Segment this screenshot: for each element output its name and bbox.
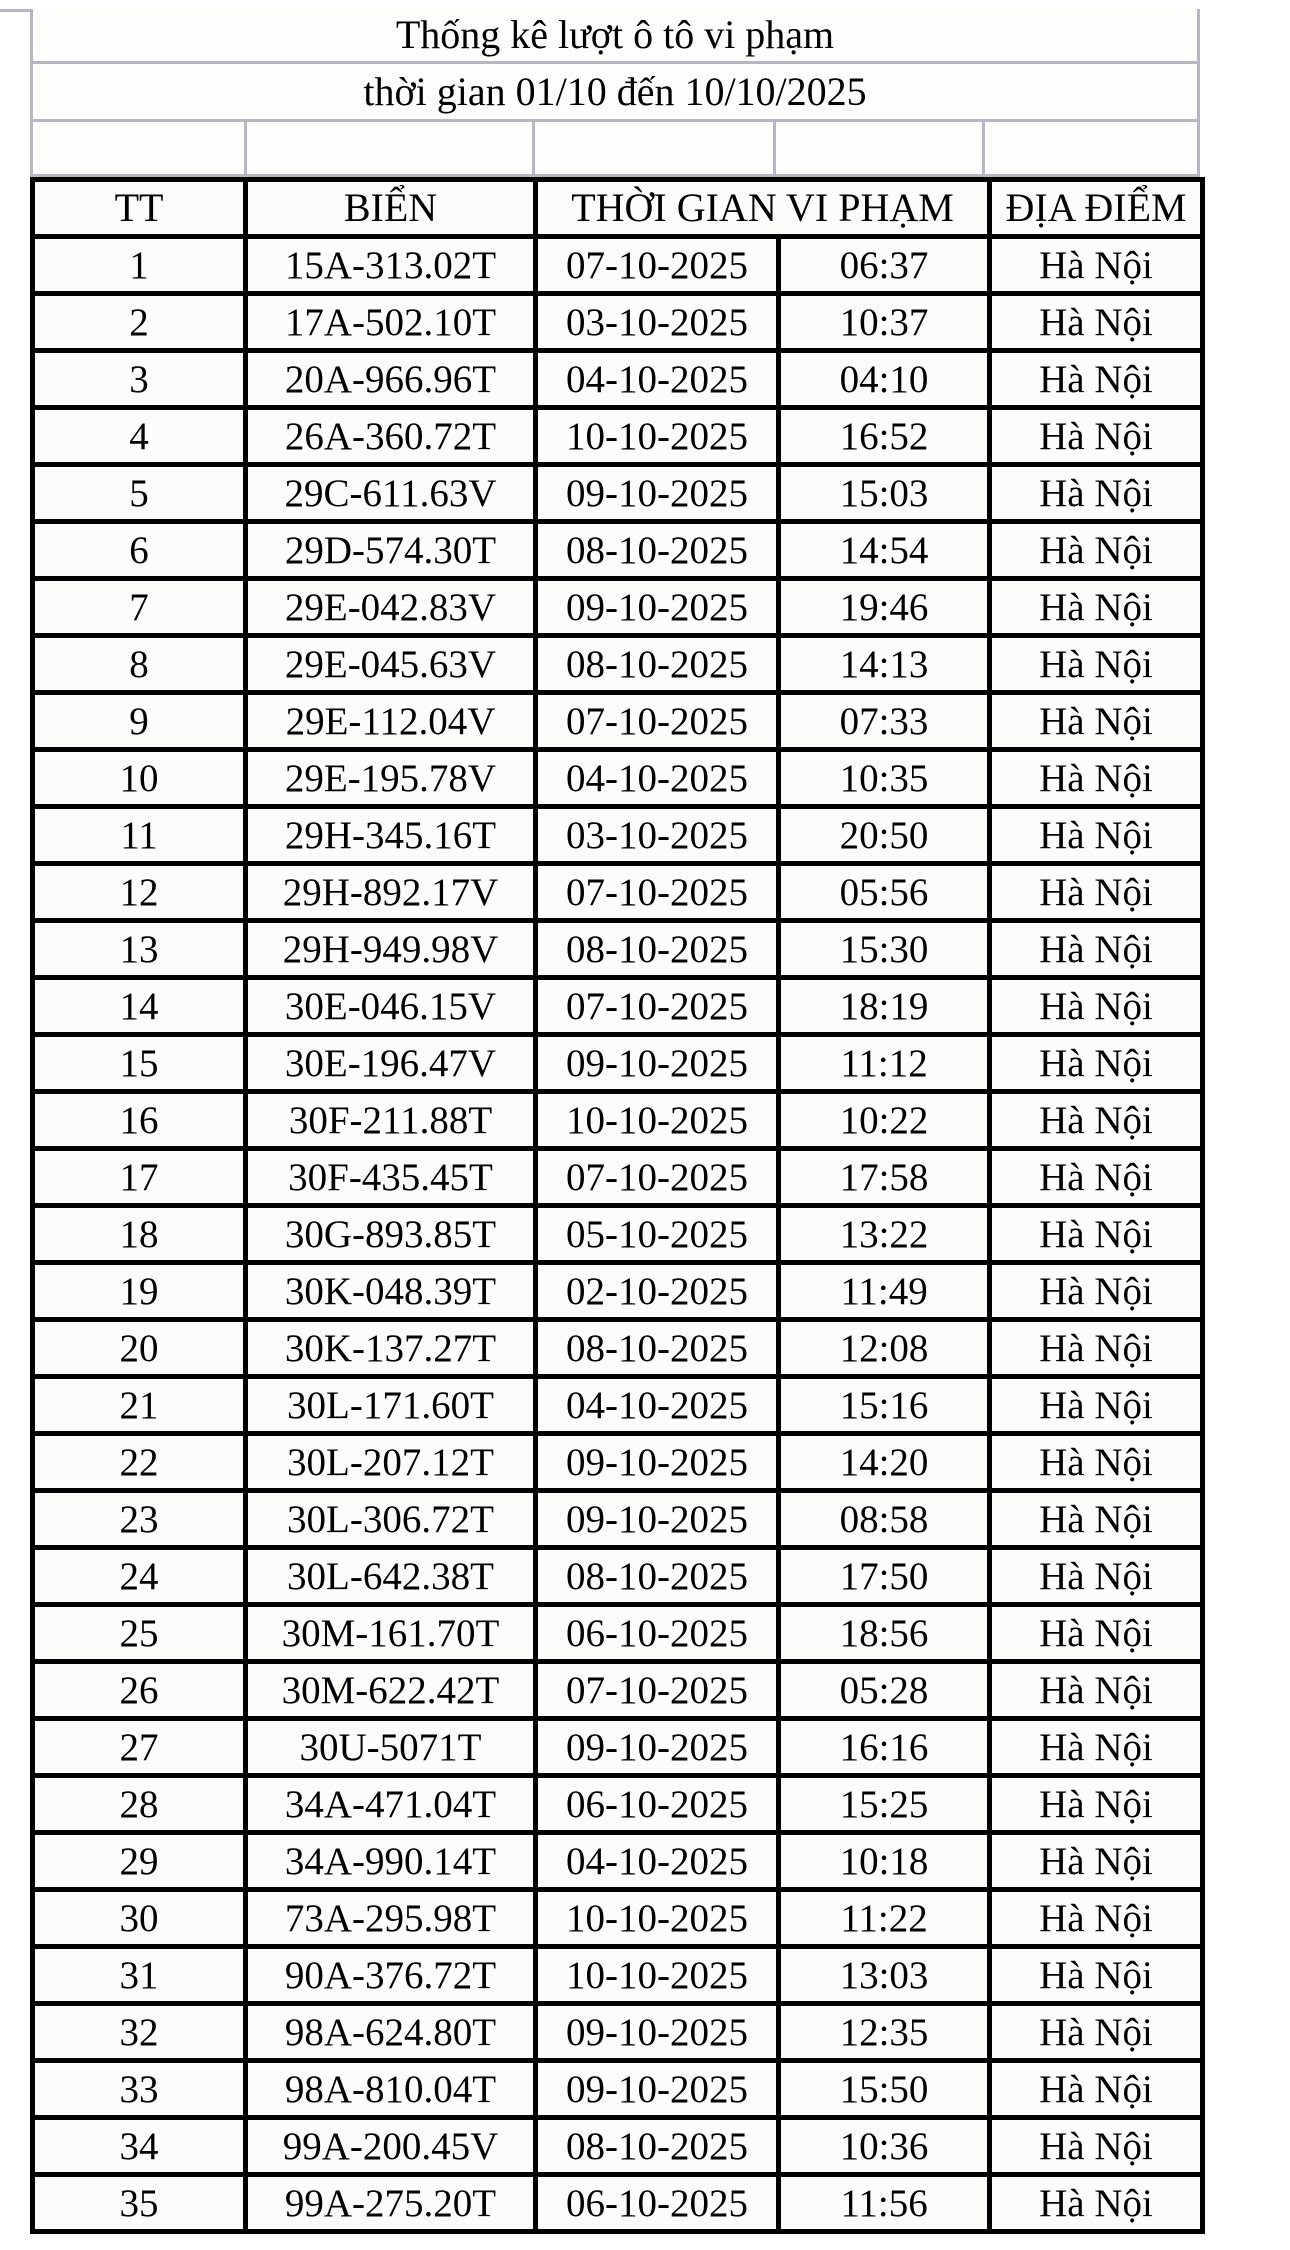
violation-time-cell: 11:49 — [779, 1263, 990, 1320]
violation-date-cell: 06-10-2025 — [536, 1605, 779, 1662]
location-cell: Hà Nội — [990, 807, 1203, 864]
violation-time-cell: 10:36 — [779, 2118, 990, 2175]
location-cell: Hà Nội — [990, 1092, 1203, 1149]
violation-time-cell: 14:20 — [779, 1434, 990, 1491]
violation-date-cell: 04-10-2025 — [536, 351, 779, 408]
license-plate-cell: 29E-045.63V — [246, 636, 536, 693]
row-index-cell: 26 — [33, 1662, 246, 1719]
violations-table — [30, 177, 1205, 2234]
violation-time-cell: 15:16 — [779, 1377, 990, 1434]
title-block — [30, 9, 1200, 177]
license-plate-cell: 90A-376.72T — [246, 1947, 536, 2004]
license-plate-cell: 26A-360.72T — [246, 408, 536, 465]
row-index-cell: 13 — [33, 921, 246, 978]
license-plate-cell: 29E-112.04V — [246, 693, 536, 750]
empty-cell — [244, 122, 532, 174]
col-header-bien: BIỂN — [246, 180, 536, 237]
violation-date-cell: 09-10-2025 — [536, 1434, 779, 1491]
table-row — [33, 1719, 1203, 1776]
violation-date-cell: 07-10-2025 — [536, 693, 779, 750]
row-index-cell: 34 — [33, 2118, 246, 2175]
location-cell: Hà Nội — [990, 978, 1203, 1035]
table-row — [33, 1035, 1203, 1092]
row-index-cell: 18 — [33, 1206, 246, 1263]
location-cell: Hà Nội — [990, 1491, 1203, 1548]
table-row — [33, 2061, 1203, 2118]
row-index-cell: 24 — [33, 1548, 246, 1605]
row-index-cell: 6 — [33, 522, 246, 579]
table-row — [33, 2118, 1203, 2175]
empty-cell — [982, 122, 1197, 174]
table-row — [33, 1320, 1203, 1377]
location-cell: Hà Nội — [990, 921, 1203, 978]
license-plate-cell: 15A-313.02T — [246, 237, 536, 294]
violation-time-cell: 12:08 — [779, 1320, 990, 1377]
table-row — [33, 1776, 1203, 1833]
location-cell: Hà Nội — [990, 465, 1203, 522]
violation-date-cell: 05-10-2025 — [536, 1206, 779, 1263]
table-row — [33, 2004, 1203, 2061]
table-header-row — [33, 180, 1203, 237]
license-plate-cell: 30L-642.38T — [246, 1548, 536, 1605]
row-index-cell: 1 — [33, 237, 246, 294]
row-index-cell: 31 — [33, 1947, 246, 2004]
violation-date-cell: 09-10-2025 — [536, 1491, 779, 1548]
license-plate-cell: 29H-949.98V — [246, 921, 536, 978]
license-plate-cell: 99A-200.45V — [246, 2118, 536, 2175]
table-row — [33, 864, 1203, 921]
spreadsheet-sheet — [30, 9, 1200, 2234]
row-index-cell: 9 — [33, 693, 246, 750]
table-row — [33, 294, 1203, 351]
row-index-cell: 14 — [33, 978, 246, 1035]
violation-time-cell: 17:58 — [779, 1149, 990, 1206]
license-plate-cell: 20A-966.96T — [246, 351, 536, 408]
table-row — [33, 693, 1203, 750]
location-cell: Hà Nội — [990, 1719, 1203, 1776]
report-title-line2: thời gian 01/10 đến 10/10/2025 — [33, 64, 1197, 122]
row-index-cell: 30 — [33, 1890, 246, 1947]
location-cell: Hà Nội — [990, 579, 1203, 636]
license-plate-cell: 30F-435.45T — [246, 1149, 536, 1206]
license-plate-cell: 30K-048.39T — [246, 1263, 536, 1320]
license-plate-cell: 30M-622.42T — [246, 1662, 536, 1719]
location-cell: Hà Nội — [990, 1833, 1203, 1890]
license-plate-cell: 29E-042.83V — [246, 579, 536, 636]
license-plate-cell: 30L-171.60T — [246, 1377, 536, 1434]
violation-date-cell: 09-10-2025 — [536, 579, 779, 636]
empty-grid-row — [33, 122, 1197, 177]
location-cell: Hà Nội — [990, 2175, 1203, 2232]
license-plate-cell: 34A-471.04T — [246, 1776, 536, 1833]
location-cell: Hà Nội — [990, 1776, 1203, 1833]
violation-date-cell: 03-10-2025 — [536, 294, 779, 351]
table-row — [33, 1491, 1203, 1548]
violation-time-cell: 11:22 — [779, 1890, 990, 1947]
violation-time-cell: 14:13 — [779, 636, 990, 693]
table-row — [33, 1434, 1203, 1491]
table-row — [33, 1206, 1203, 1263]
license-plate-cell: 29H-345.16T — [246, 807, 536, 864]
row-index-cell: 20 — [33, 1320, 246, 1377]
violation-date-cell: 09-10-2025 — [536, 2061, 779, 2118]
table-row — [33, 465, 1203, 522]
violation-time-cell: 04:10 — [779, 351, 990, 408]
table-row — [33, 579, 1203, 636]
empty-cell — [33, 122, 244, 174]
license-plate-cell: 99A-275.20T — [246, 2175, 536, 2232]
location-cell: Hà Nội — [990, 1548, 1203, 1605]
table-row — [33, 1605, 1203, 1662]
violation-date-cell: 02-10-2025 — [536, 1263, 779, 1320]
table-row — [33, 522, 1203, 579]
violation-date-cell: 09-10-2025 — [536, 465, 779, 522]
violation-time-cell: 20:50 — [779, 807, 990, 864]
violation-date-cell: 07-10-2025 — [536, 864, 779, 921]
license-plate-cell: 34A-990.14T — [246, 1833, 536, 1890]
location-cell: Hà Nội — [990, 750, 1203, 807]
license-plate-cell: 98A-624.80T — [246, 2004, 536, 2061]
row-index-cell: 29 — [33, 1833, 246, 1890]
violation-time-cell: 16:52 — [779, 408, 990, 465]
violation-date-cell: 08-10-2025 — [536, 2118, 779, 2175]
row-index-cell: 21 — [33, 1377, 246, 1434]
table-row — [33, 807, 1203, 864]
row-index-cell: 35 — [33, 2175, 246, 2232]
violation-time-cell: 18:19 — [779, 978, 990, 1035]
table-row — [33, 1833, 1203, 1890]
violation-time-cell: 17:50 — [779, 1548, 990, 1605]
violations-table-body — [33, 237, 1203, 2232]
table-row — [33, 636, 1203, 693]
location-cell: Hà Nội — [990, 351, 1203, 408]
license-plate-cell: 30E-046.15V — [246, 978, 536, 1035]
location-cell: Hà Nội — [990, 1434, 1203, 1491]
row-index-cell: 7 — [33, 579, 246, 636]
row-index-cell: 3 — [33, 351, 246, 408]
violation-time-cell: 07:33 — [779, 693, 990, 750]
row-index-cell: 5 — [33, 465, 246, 522]
col-header-tt: TT — [33, 180, 246, 237]
location-cell: Hà Nội — [990, 294, 1203, 351]
violation-date-cell: 06-10-2025 — [536, 2175, 779, 2232]
violation-date-cell: 07-10-2025 — [536, 1662, 779, 1719]
violation-date-cell: 04-10-2025 — [536, 750, 779, 807]
location-cell: Hà Nội — [990, 2004, 1203, 2061]
violation-time-cell: 12:35 — [779, 2004, 990, 2061]
violation-time-cell: 10:35 — [779, 750, 990, 807]
violation-time-cell: 10:18 — [779, 1833, 990, 1890]
violation-time-cell: 06:37 — [779, 237, 990, 294]
violation-date-cell: 09-10-2025 — [536, 1719, 779, 1776]
table-row — [33, 978, 1203, 1035]
table-row — [33, 1890, 1203, 1947]
violation-time-cell: 15:30 — [779, 921, 990, 978]
location-cell: Hà Nội — [990, 636, 1203, 693]
violation-date-cell: 08-10-2025 — [536, 522, 779, 579]
violation-date-cell: 07-10-2025 — [536, 1149, 779, 1206]
table-row — [33, 1377, 1203, 1434]
license-plate-cell: 29C-611.63V — [246, 465, 536, 522]
license-plate-cell: 30G-893.85T — [246, 1206, 536, 1263]
violation-time-cell: 13:22 — [779, 1206, 990, 1263]
license-plate-cell: 30L-207.12T — [246, 1434, 536, 1491]
location-cell: Hà Nội — [990, 1035, 1203, 1092]
license-plate-cell: 73A-295.98T — [246, 1890, 536, 1947]
location-cell: Hà Nội — [990, 864, 1203, 921]
location-cell: Hà Nội — [990, 2118, 1203, 2175]
violation-date-cell: 10-10-2025 — [536, 1947, 779, 2004]
row-index-cell: 22 — [33, 1434, 246, 1491]
license-plate-cell: 30L-306.72T — [246, 1491, 536, 1548]
license-plate-cell: 30M-161.70T — [246, 1605, 536, 1662]
violation-date-cell: 09-10-2025 — [536, 1035, 779, 1092]
row-index-cell: 28 — [33, 1776, 246, 1833]
table-row — [33, 921, 1203, 978]
violation-date-cell: 04-10-2025 — [536, 1833, 779, 1890]
license-plate-cell: 30F-211.88T — [246, 1092, 536, 1149]
table-row — [33, 1149, 1203, 1206]
violation-date-cell: 09-10-2025 — [536, 2004, 779, 2061]
col-header-dia-diem: ĐỊA ĐIỂM — [990, 180, 1203, 237]
location-cell: Hà Nội — [990, 237, 1203, 294]
violation-time-cell: 18:56 — [779, 1605, 990, 1662]
violation-date-cell: 08-10-2025 — [536, 636, 779, 693]
row-index-cell: 8 — [33, 636, 246, 693]
license-plate-cell: 29E-195.78V — [246, 750, 536, 807]
row-index-cell: 16 — [33, 1092, 246, 1149]
violation-date-cell: 06-10-2025 — [536, 1776, 779, 1833]
violation-date-cell: 10-10-2025 — [536, 408, 779, 465]
violation-time-cell: 08:58 — [779, 1491, 990, 1548]
row-index-cell: 12 — [33, 864, 246, 921]
empty-cell — [532, 122, 773, 174]
violation-time-cell: 15:25 — [779, 1776, 990, 1833]
violation-time-cell: 15:50 — [779, 2061, 990, 2118]
row-index-cell: 11 — [33, 807, 246, 864]
location-cell: Hà Nội — [990, 408, 1203, 465]
row-index-cell: 15 — [33, 1035, 246, 1092]
table-row — [33, 2175, 1203, 2232]
violation-date-cell: 10-10-2025 — [536, 1890, 779, 1947]
row-index-cell: 27 — [33, 1719, 246, 1776]
license-plate-cell: 17A-502.10T — [246, 294, 536, 351]
violation-time-cell: 05:28 — [779, 1662, 990, 1719]
row-index-cell: 17 — [33, 1149, 246, 1206]
violation-time-cell: 13:03 — [779, 1947, 990, 2004]
row-index-cell: 19 — [33, 1263, 246, 1320]
violation-time-cell: 10:37 — [779, 294, 990, 351]
violation-time-cell: 15:03 — [779, 465, 990, 522]
table-row — [33, 1548, 1203, 1605]
violation-time-cell: 10:22 — [779, 1092, 990, 1149]
table-row — [33, 1263, 1203, 1320]
violation-time-cell: 11:56 — [779, 2175, 990, 2232]
violation-date-cell: 10-10-2025 — [536, 1092, 779, 1149]
violation-time-cell: 05:56 — [779, 864, 990, 921]
violation-time-cell: 14:54 — [779, 522, 990, 579]
violation-date-cell: 08-10-2025 — [536, 1320, 779, 1377]
location-cell: Hà Nội — [990, 1263, 1203, 1320]
row-index-cell: 25 — [33, 1605, 246, 1662]
row-index-cell: 2 — [33, 294, 246, 351]
report-title-line1: Thống kê lượt ô tô vi phạm — [33, 9, 1197, 64]
location-cell: Hà Nội — [990, 1206, 1203, 1263]
license-plate-cell: 30U-5071T — [246, 1719, 536, 1776]
license-plate-cell: 29H-892.17V — [246, 864, 536, 921]
location-cell: Hà Nội — [990, 1890, 1203, 1947]
row-index-cell: 23 — [33, 1491, 246, 1548]
violation-date-cell: 03-10-2025 — [536, 807, 779, 864]
violation-time-cell: 16:16 — [779, 1719, 990, 1776]
table-row — [33, 408, 1203, 465]
license-plate-cell: 30E-196.47V — [246, 1035, 536, 1092]
violation-date-cell: 07-10-2025 — [536, 237, 779, 294]
violation-date-cell: 08-10-2025 — [536, 921, 779, 978]
violation-date-cell: 07-10-2025 — [536, 978, 779, 1035]
table-row — [33, 1092, 1203, 1149]
col-header-thoi-gian-vi-pham: THỜI GIAN VI PHẠM — [536, 180, 990, 237]
empty-cell — [773, 122, 982, 174]
license-plate-cell: 98A-810.04T — [246, 2061, 536, 2118]
violation-time-cell: 11:12 — [779, 1035, 990, 1092]
table-row — [33, 1662, 1203, 1719]
violation-date-cell: 08-10-2025 — [536, 1548, 779, 1605]
location-cell: Hà Nội — [990, 1377, 1203, 1434]
violation-date-cell: 04-10-2025 — [536, 1377, 779, 1434]
row-index-cell: 32 — [33, 2004, 246, 2061]
license-plate-cell: 30K-137.27T — [246, 1320, 536, 1377]
location-cell: Hà Nội — [990, 1149, 1203, 1206]
location-cell: Hà Nội — [990, 1605, 1203, 1662]
row-index-cell: 4 — [33, 408, 246, 465]
row-index-cell: 10 — [33, 750, 246, 807]
license-plate-cell: 29D-574.30T — [246, 522, 536, 579]
table-row — [33, 1947, 1203, 2004]
table-row — [33, 237, 1203, 294]
location-cell: Hà Nội — [990, 693, 1203, 750]
location-cell: Hà Nội — [990, 1320, 1203, 1377]
location-cell: Hà Nội — [990, 2061, 1203, 2118]
location-cell: Hà Nội — [990, 1947, 1203, 2004]
location-cell: Hà Nội — [990, 1662, 1203, 1719]
table-row — [33, 351, 1203, 408]
table-row — [33, 750, 1203, 807]
violation-time-cell: 19:46 — [779, 579, 990, 636]
location-cell: Hà Nội — [990, 522, 1203, 579]
row-index-cell: 33 — [33, 2061, 246, 2118]
